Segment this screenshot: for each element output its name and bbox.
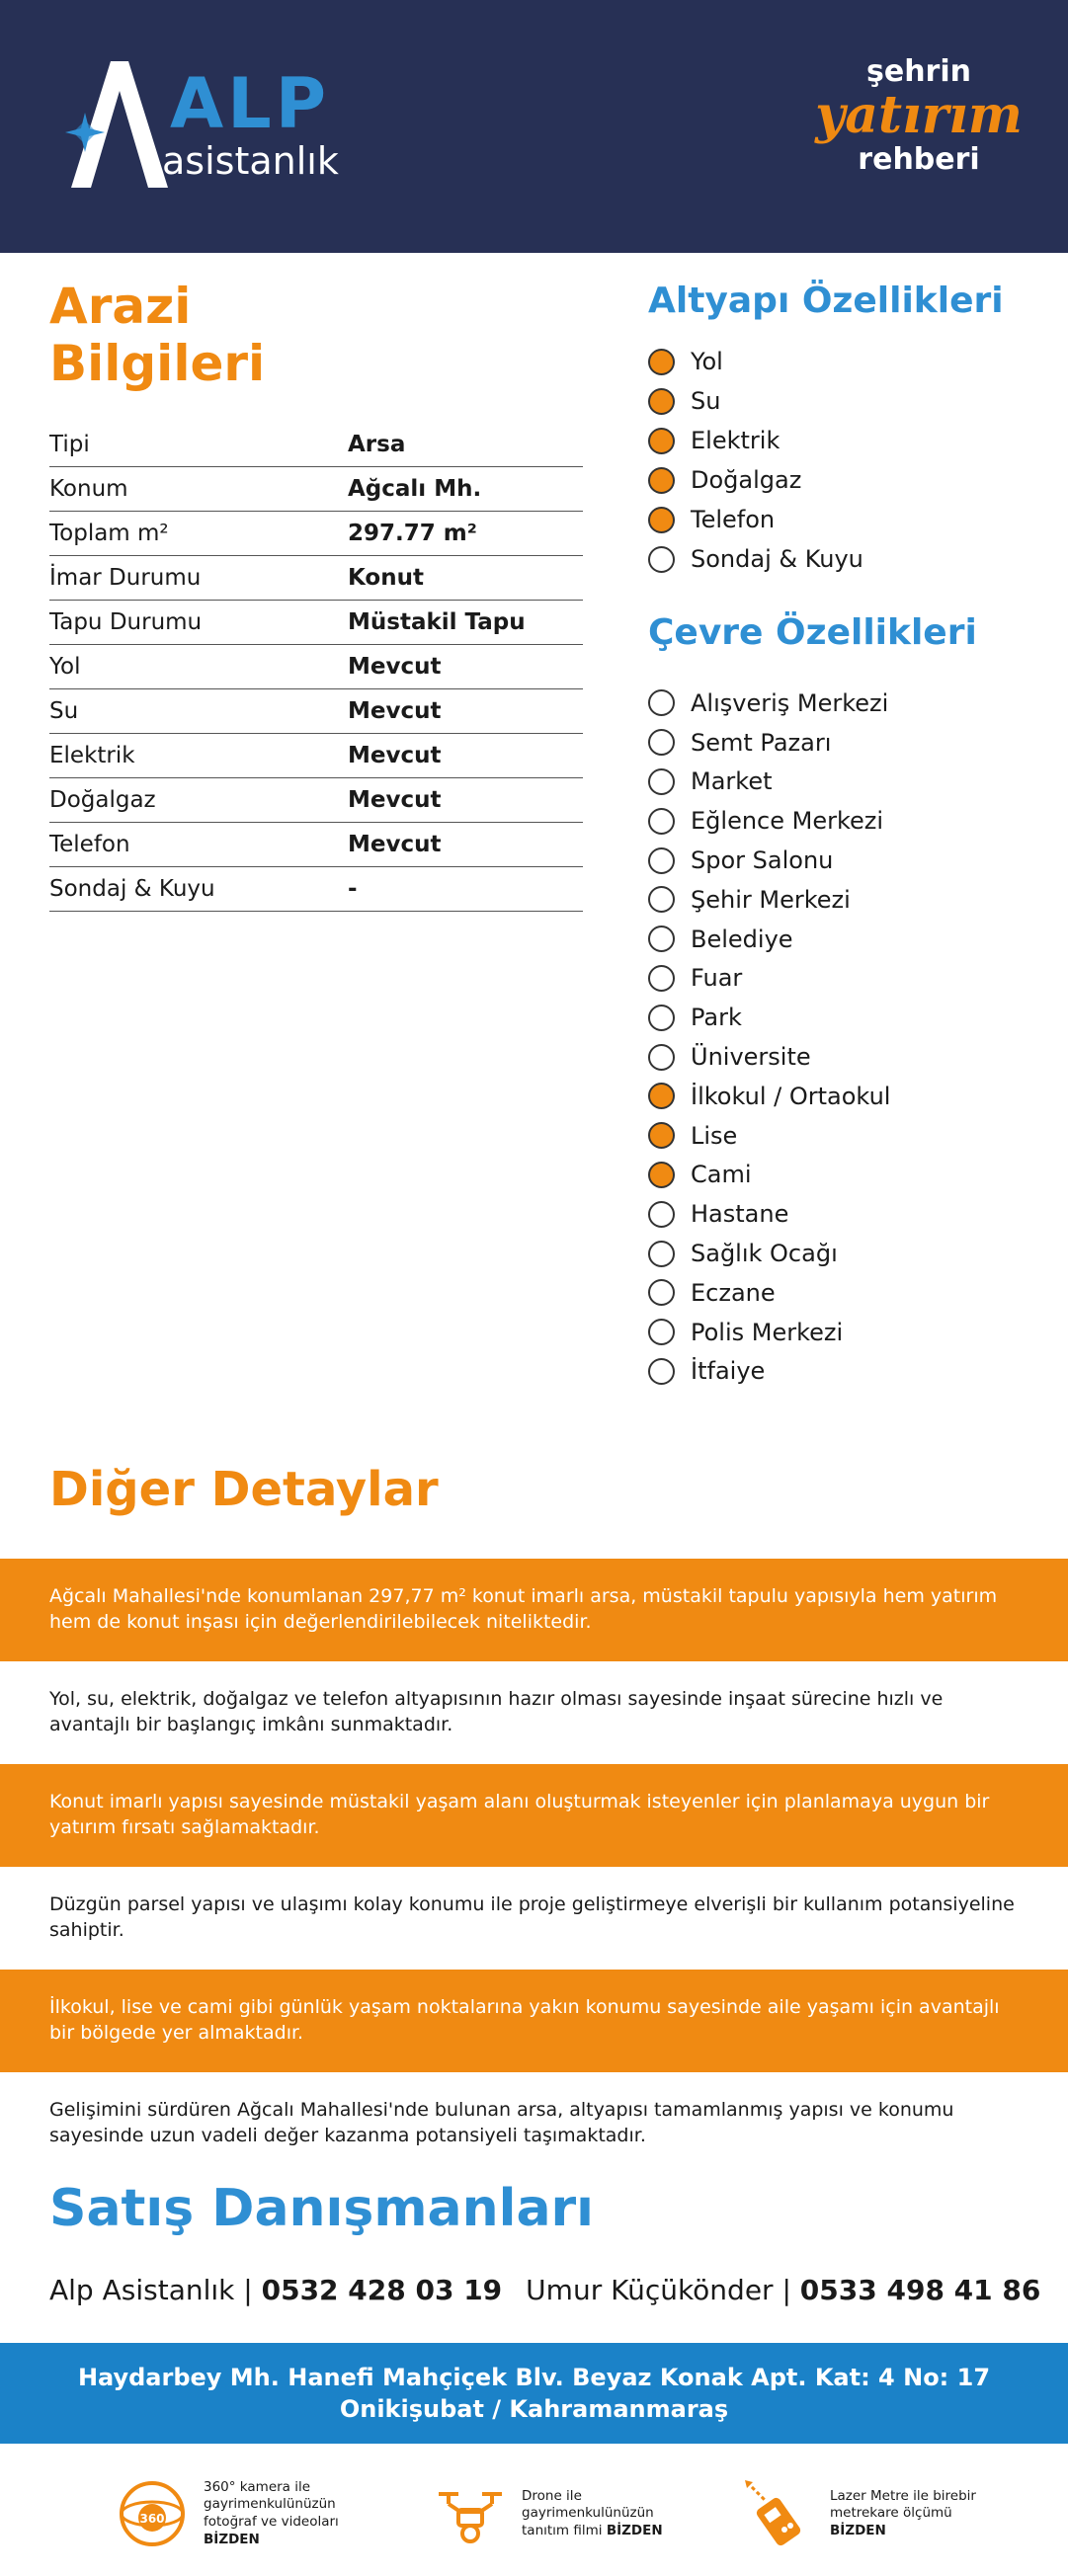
cevre-item-label: Spor Salonu: [691, 846, 834, 875]
arazi-row-label: Tipi: [49, 432, 90, 457]
arazi-row: [49, 512, 583, 556]
feature-laser-text: Lazer Metre ile birebir metrekare ölçümü BİZDEN: [830, 2487, 976, 2538]
feature-drone: [435, 2464, 690, 2563]
checked-circle-icon: [648, 507, 675, 533]
cevre-item: [648, 684, 890, 723]
cevre-item-label: Alışveriş Merkezi: [691, 688, 889, 717]
arazi-row-value: Arsa: [348, 432, 406, 457]
contacts: [49, 2274, 1041, 2306]
svg-text:360: 360: [139, 2512, 165, 2526]
arazi-title: [49, 279, 405, 392]
arazi-row-label: Konum: [49, 476, 128, 502]
unchecked-circle-icon: [648, 886, 675, 913]
altyapi-item: [648, 539, 863, 579]
unchecked-circle-icon: [648, 808, 675, 835]
cevre-item: [648, 880, 890, 920]
cevre-item: [648, 1313, 890, 1352]
cevre-item-label: İlkokul / Ortaokul: [691, 1082, 891, 1110]
arazi-row: [49, 423, 583, 467]
feature-laser: [743, 2464, 998, 2563]
arazi-row-value: Mevcut: [348, 832, 442, 857]
altyapi-item: [648, 421, 863, 460]
detail-paragraph-text: İlkokul, lise ve cami gibi günlük yaşam noktalarına yakın konumu sayesinde aile yaşamı için avantajlı bir bölgede yer almaktadır.: [49, 1996, 1000, 2044]
detail-paragraph: [0, 1559, 1068, 1661]
cevre-item-label: Market: [691, 767, 773, 796]
arazi-row: [49, 689, 583, 734]
altyapi-item-label: Yol: [691, 348, 723, 375]
cevre-item: [648, 841, 890, 880]
arazi-row: [49, 645, 583, 689]
unchecked-circle-icon: [648, 546, 675, 573]
arazi-row-label: Telefon: [49, 832, 130, 857]
arazi-row: [49, 867, 583, 912]
cevre-item-label: Eğlence Merkezi: [691, 807, 884, 836]
cevre-item-label: Park: [691, 1004, 742, 1032]
cevre-item: [648, 959, 890, 999]
header: [0, 0, 1068, 253]
detail-paragraph-text: Ağcalı Mahallesi'nde konumlanan 297,77 m² konut imarlı arsa, müstakil tapulu yapısıyla hem yatırım hem de konut inşası için değerlendirilebilecek niteliktedir.: [49, 1585, 998, 1633]
arazi-row-value: 297.77 m²: [348, 521, 477, 546]
cevre-item-label: Şehir Merkezi: [691, 885, 851, 914]
cevre-item-label: Belediye: [691, 925, 793, 953]
unchecked-circle-icon: [648, 1201, 675, 1228]
cevre-item: [648, 723, 890, 763]
unchecked-circle-icon: [648, 1005, 675, 1031]
slogan-middle: yatırım: [815, 85, 1023, 145]
arazi-row: [49, 556, 583, 601]
checked-circle-icon: [648, 428, 675, 454]
arazi-row-label: Su: [49, 698, 79, 724]
cevre-item-label: Üniversite: [691, 1043, 811, 1072]
arazi-row-label: Elektrik: [49, 743, 135, 768]
feature-drone-text: Drone ile gayrimenkulünüzün tanıtım filmi BİZDEN: [522, 2487, 663, 2538]
feature-360-text: 360° kamera ile gayrimenkulünüzün fotoğraf ve videoları BİZDEN: [204, 2478, 339, 2547]
cevre-item: [648, 1156, 890, 1195]
cevre-item: [648, 1352, 890, 1392]
unchecked-circle-icon: [648, 965, 675, 992]
drone-icon: [435, 2478, 506, 2549]
detail-paragraph: [0, 2072, 1068, 2175]
checked-circle-icon: [648, 1083, 675, 1109]
unchecked-circle-icon: [648, 689, 675, 716]
detail-paragraph-text: Düzgün parsel yapısı ve ulaşımı kolay konumu ile proje geliştirmeye elverişli bir kullanım potansiyeline sahiptir.: [49, 1893, 1015, 1941]
unchecked-circle-icon: [648, 926, 675, 952]
cevre-item: [648, 1194, 890, 1234]
arazi-row-label: Toplam m²: [49, 521, 169, 546]
unchecked-circle-icon: [648, 847, 675, 874]
altyapi-item-label: Telefon: [691, 506, 776, 533]
arazi-row-value: Mevcut: [348, 654, 442, 680]
unchecked-circle-icon: [648, 1241, 675, 1267]
altyapi-list: [648, 342, 863, 579]
altyapi-item-label: Su: [691, 387, 721, 415]
altyapi-item-label: Sondaj & Kuyu: [691, 545, 863, 573]
arazi-row: [49, 734, 583, 778]
arazi-row-label: Doğalgaz: [49, 787, 156, 813]
diger-title: Diğer Detaylar: [49, 1462, 439, 1517]
arazi-row-value: Mevcut: [348, 743, 442, 768]
contact1-name: Alp Asistanlık |: [49, 2274, 262, 2306]
cevre-item-label: Polis Merkezi: [691, 1318, 844, 1346]
arazi-row: [49, 601, 583, 645]
arazi-row-value: Ağcalı Mh.: [348, 476, 482, 502]
cevre-item: [648, 998, 890, 1037]
arazi-row-value: -: [348, 876, 358, 902]
arazi-row-value: Mevcut: [348, 698, 442, 724]
arazi-table: [49, 423, 583, 912]
detail-paragraph: [0, 1867, 1068, 1970]
camera-360-icon: [117, 2478, 188, 2549]
arazi-row-value: Konut: [348, 565, 424, 591]
cevre-title: Çevre Özellikleri: [648, 612, 977, 653]
cevre-item: [648, 1116, 890, 1156]
arazi-row-label: Yol: [49, 654, 81, 680]
contact1-phone[interactable]: 0532 428 03 19: [261, 2274, 503, 2306]
detail-paragraph: [0, 1661, 1068, 1764]
detail-paragraph-text: Gelişimini sürdüren Ağcalı Mahallesi'nde bulunan arsa, altyapısı tamamlanmış yapısı ve konumu sayesinde uzun vadeli değer kazanma potansiyeli taşımaktadır.: [49, 2099, 954, 2146]
laser-meter-icon: [743, 2478, 814, 2549]
arazi-row-value: Müstakil Tapu: [348, 609, 526, 635]
slogan-top: şehrin: [866, 54, 971, 89]
address-bar: [0, 2343, 1068, 2444]
address-line2: Onikişubat / Kahramanmaraş: [339, 2395, 729, 2423]
cevre-item: [648, 1037, 890, 1077]
altyapi-item-label: Elektrik: [691, 427, 780, 454]
checked-circle-icon: [648, 388, 675, 415]
contact2-name: Umur Küçükönder |: [526, 2274, 800, 2306]
arazi-row-label: Tapu Durumu: [49, 609, 203, 635]
checked-circle-icon: [648, 1122, 675, 1149]
altyapi-item: [648, 342, 863, 381]
cevre-item-label: İtfaiye: [691, 1357, 766, 1386]
cevre-item: [648, 1234, 890, 1273]
unchecked-circle-icon: [648, 729, 675, 756]
address-line1: Haydarbey Mh. Hanefi Mahçiçek Blv. Beyaz Konak Apt. Kat: 4 No: 17: [77, 2363, 991, 2391]
checked-circle-icon: [648, 349, 675, 375]
checked-circle-icon: [648, 467, 675, 494]
cevre-item: [648, 920, 890, 959]
cevre-item: [648, 1077, 890, 1116]
altyapi-item: [648, 500, 863, 539]
cevre-item-label: Fuar: [691, 964, 743, 993]
cevre-item: [648, 1273, 890, 1313]
contact2-phone[interactable]: 0533 498 41 86: [799, 2274, 1041, 2306]
cevre-list: [648, 684, 890, 1391]
satis-title: Satış Danışmanları: [49, 2179, 595, 2238]
altyapi-item: [648, 460, 863, 500]
unchecked-circle-icon: [648, 1279, 675, 1306]
logo-title: ALP: [170, 63, 331, 144]
cevre-item-label: Semt Pazarı: [691, 728, 832, 757]
detail-paragraph: [0, 1970, 1068, 2072]
arazi-title-line1: Arazi: [49, 278, 192, 335]
altyapi-title: Altyapı Özellikleri: [648, 281, 1004, 321]
alp-logo[interactable]: [51, 61, 368, 190]
detail-paragraph-text: Yol, su, elektrik, doğalgaz ve telefon altyapısının hazır olması sayesinde inşaat sürecine hızlı ve avantajlı bir başlangıç imkânı sunmaktadır.: [49, 1688, 944, 1735]
cevre-item-label: Eczane: [691, 1278, 776, 1307]
logo-subtitle: asistanlık: [162, 139, 339, 183]
feature-360: [117, 2464, 371, 2563]
checked-circle-icon: [648, 1162, 675, 1188]
detail-paragraph: [0, 1764, 1068, 1867]
arazi-row-label: İmar Durumu: [49, 565, 202, 591]
cevre-item-label: Sağlık Ocağı: [691, 1240, 838, 1268]
features: [0, 2464, 1068, 2563]
cevre-item: [648, 763, 890, 802]
unchecked-circle-icon: [648, 768, 675, 795]
unchecked-circle-icon: [648, 1044, 675, 1071]
arazi-row: [49, 778, 583, 823]
arazi-row-value: Mevcut: [348, 787, 442, 813]
unchecked-circle-icon: [648, 1319, 675, 1345]
arazi-title-line2: Bilgileri: [49, 334, 266, 392]
cevre-item: [648, 801, 890, 841]
altyapi-item: [648, 381, 863, 421]
arazi-row: [49, 823, 583, 867]
arazi-row: [49, 467, 583, 512]
cevre-item-label: Cami: [691, 1161, 752, 1189]
cevre-item-label: Lise: [691, 1121, 738, 1150]
detail-paragraph-text: Konut imarlı yapısı sayesinde müstakil yaşam alanı oluşturmak isteyenler için planlamaya uygun bir yatırım fırsatı sağlamaktadır.: [49, 1791, 990, 1838]
arazi-row-label: Sondaj & Kuyu: [49, 876, 215, 902]
cevre-item-label: Hastane: [691, 1200, 789, 1229]
slogan: [810, 54, 1027, 196]
altyapi-item-label: Doğalgaz: [691, 466, 802, 494]
unchecked-circle-icon: [648, 1358, 675, 1385]
slogan-bottom: rehberi: [858, 141, 980, 177]
